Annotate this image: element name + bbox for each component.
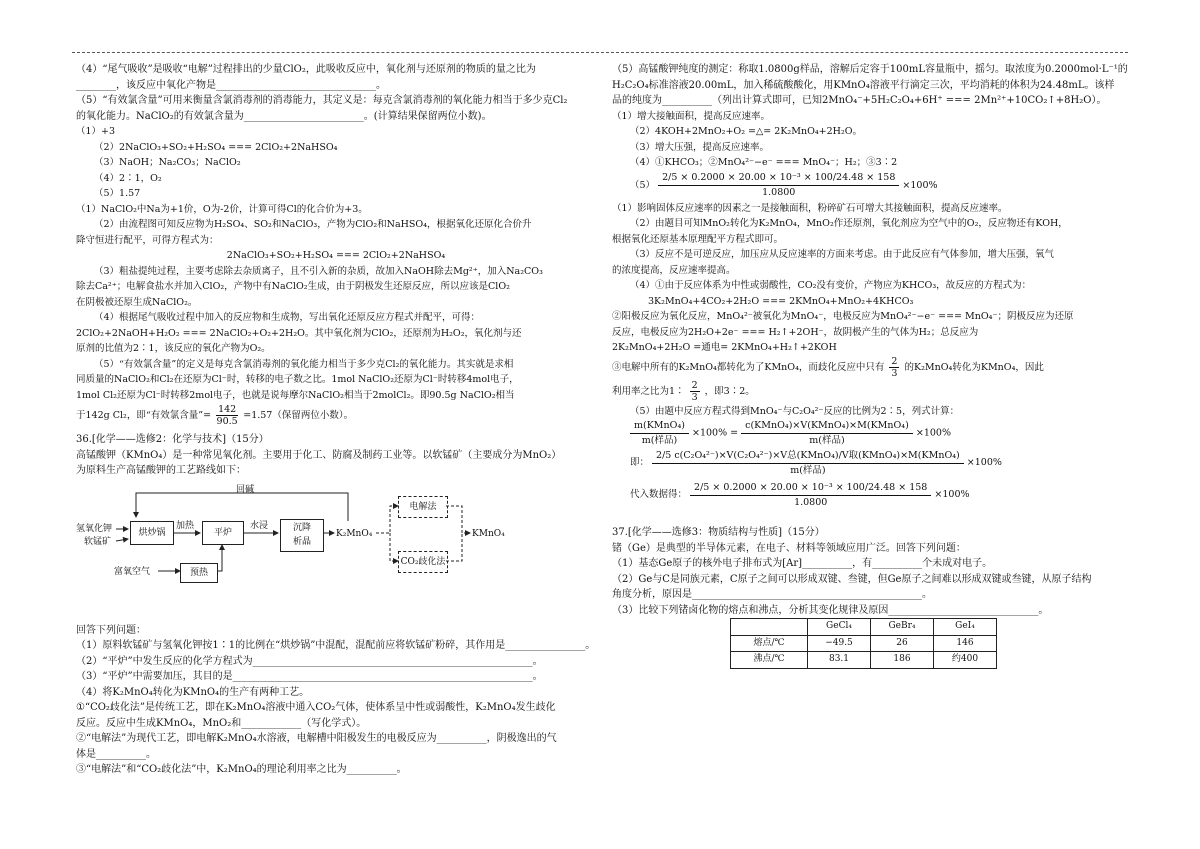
purity-fraction-3 — [652, 449, 964, 477]
explanation-2-line1: （2）由流程图可知反应物为H₂SO₄、SO₂和NaClO₃，产物为ClO₂和NaHSO₄，根据氧化还原化合价升 — [94, 219, 532, 230]
heat-label: 加热 — [176, 520, 195, 531]
purity-fraction-1 — [630, 419, 689, 447]
input-koh-label: 氢氧化钾 — [76, 523, 113, 534]
purity-numerator-4: 2/5 × 0.2000 × 20.00 × 10⁻³ × 100/24.48 × 158 — [690, 481, 931, 496]
water-leach-label: 水浸 — [250, 520, 269, 531]
question-36-3: （3）“平炉”中需要加压，其目的是____________________________________________________________。 — [76, 671, 543, 682]
table-cell: −49.5 — [808, 635, 871, 652]
questions-intro: 回答下列问题： — [76, 624, 146, 636]
explanation-5-line2: 同质量的NaClO₂和Cl₂在还原为Cl⁻时，转移的电子数之比。1mol NaClO₂还原为Cl⁻时转移4mol电子， — [76, 374, 519, 385]
question-5-line1: （5）“有效氯含量”可用来衡量含氯消毒剂的消毒能力，其定义是：每克含氯消毒剂的氧化能力相当于多少克Cl₂ — [76, 95, 568, 106]
question-37-title: 37.[化学——选修3：物质结构与性质]（15分） — [612, 527, 825, 538]
answer-3: （3）NaOH；Na₂CO₃；NaClO₂ — [94, 157, 241, 168]
explanation-3-line1: （3）粗盐提纯过程，主要考虑除去杂质离子，且不引入新的杂质，故加入NaOH除去Mg²⁺，加入Na₂CO₃ — [94, 265, 543, 277]
purity-formula-2 — [612, 447, 1132, 479]
table-cell: 约400 — [934, 652, 997, 669]
input-ore-label: 软锰矿 — [84, 536, 112, 547]
explanation-4-line3: 原剂的比值为2∶1，该反应的氧化产物为O₂。 — [76, 343, 271, 354]
explanation-4-line2: 2ClO₂+2NaOH+H₂O₂ === 2NaClO₂+O₂+2H₂O。其中氧化剂为ClO₂，还原剂为H₂O₂，氧化剂与还 — [76, 327, 522, 339]
explain-36-2-line1: （2）由题目可知MnO₂转化为K₂MnO₄，MnO₂作还原剂，氧化剂应为空气中的O₂，反应物还有KOH， — [630, 218, 1068, 229]
germanium-halide-table — [730, 618, 997, 669]
explain-36-4-line1: （4）①由于反应体系为中性或弱酸性，CO₂没有变价，产物应为KHCO₃，故反应的方程式为： — [630, 280, 1032, 291]
purity-denominator-4: 1.0800 — [794, 496, 828, 508]
answer-1: （1）+3 — [76, 126, 116, 137]
table-cell: 熔点/℃ — [731, 635, 808, 652]
explain-36-4-line6 — [612, 356, 1132, 380]
co2-disproportionation-box: CO₂歧化法 — [398, 551, 448, 573]
explanation-1: （1）NaClO₂中Na为+1价，O为-2价，计算可得Cl的化合价为+3。 — [76, 203, 368, 215]
utilization-ratio-text: 利用率之比为1∶ — [612, 385, 685, 397]
kmno4-label: KMnO₄ — [472, 528, 505, 539]
explanation-5-line1: （5）“有效氯含量”的定义是每克含氯消毒剂的氧化能力相当于多少克Cl₂的氧化能力。其实就是求相 — [94, 358, 514, 370]
question-4-line1: （4）“尾气吸收”是吸收“电解”过程排出的少量ClO₂，此吸收反应中，氧化剂与还原剂的物质的量之比为 — [76, 64, 536, 75]
explanation-5-line4 — [76, 403, 596, 429]
purity-formula-2-prefix: 即： — [630, 457, 650, 468]
question-36-title: 36.[化学——选修2：化学与技术]（15分） — [76, 434, 269, 445]
left-column — [76, 62, 596, 778]
table-header-cell — [731, 619, 808, 636]
explain-36-4-line3: ②阳极反应为氧化反应，MnO₄²⁻被氧化为MnO₄⁻，电极反应为MnO₄²⁻−e⁻ === MnO₄⁻；阴极反应为还原 — [612, 311, 1074, 322]
electrolysis-box: 电解法 — [398, 496, 448, 518]
explain-36-4-line7 — [612, 380, 1132, 404]
question-36-intro-2: 为原料生产高锰酸钾的工艺路线如下： — [76, 465, 246, 476]
explain-36-1: （1）影响固体反应速率的因素之一是接触面积，粉碎矿石可增大其接触面积，提高反应速率。 — [612, 202, 1008, 214]
purity-suffix-1: ×100% — [915, 427, 951, 439]
question-36-4a-line1: ①“CO₂歧化法”是传统工艺，即在K₂MnO₄溶液中通入CO₂气体，使体系呈中性或弱酸性，K₂MnO₄发生歧化 — [76, 702, 556, 713]
purity-numerator-3: 2/5 c(C₂O₄²⁻)×V(C₂O₄²⁻)×V总(KMnO₄)/V取(KMnO₄)×M(KMnO₄) — [652, 449, 964, 464]
settle-label: 沉降 — [292, 522, 311, 533]
question-37-intro: 锗（Ge）是典型的半导体元素，在电子、材料等领域应用广泛。回答下列问题： — [612, 542, 966, 554]
purity-formula-1 — [612, 419, 1132, 447]
effective-chlorine-fraction — [216, 404, 238, 427]
purity-formula-3-prefix: 代入数据得： — [630, 489, 688, 500]
answer-36-5 — [612, 171, 1132, 201]
purity-formula-3 — [612, 479, 1132, 511]
fraction-denominator: 90.5 — [216, 416, 238, 427]
answer-36-5-prefix: （5） — [630, 179, 656, 191]
answer-36-5-numerator: 2/5 × 0.2000 × 20.00 × 10⁻³ × 100/24.48 × 158 — [658, 171, 899, 186]
purity-denominator-2: m(样品) — [809, 435, 845, 446]
question-36-2: （2）“平炉”中发生反应的化学方程式为________________________________________________________。 — [76, 655, 543, 667]
table-header-cell: GeI₄ — [934, 619, 997, 636]
utilization-ratio-result: ，即3∶2。 — [704, 385, 755, 397]
answer-2: （2）2NaClO₃+SO₂+H₂SO₄ === 2ClO₂+2NaHSO₄ — [94, 141, 338, 153]
question-36-4b-line1: ②“电解法”为现代工艺，即电解K₂MnO₄水溶液，电解槽中阳极发生的电极反应为__________，阴极逸出的气 — [76, 733, 557, 744]
explanation-3-line3: 在阴极被还原生成NaClO₂。 — [76, 296, 198, 308]
oxygen-air-label: 富氧空气 — [114, 566, 151, 577]
right-column — [612, 62, 1132, 669]
answer-4: （4）2∶1，O₂ — [94, 172, 162, 184]
return-alkali-label: 回碱 — [236, 484, 255, 495]
table-cell: 26 — [871, 635, 934, 652]
purity-denominator-3: m(样品) — [790, 464, 826, 476]
answer-5: （5）1.57 — [94, 188, 141, 199]
question-36-5-line1: （5）高锰酸钾纯度的测定：称取1.0800g样品，溶解后定容于100mL容量瓶中，摇匀。取浓度为0.2000mol·L⁻¹的 — [612, 64, 1128, 75]
explain-36-4-equation2: 2K₂MnO₄+2H₂O =通电= 2KMnO₄+H₂↑+2KOH — [612, 342, 837, 353]
explain-36-2-line2: 根据氧化还原基本原理配平方程式即可。 — [612, 233, 784, 245]
purity-numerator-1: m(KMnO₄) — [630, 419, 689, 434]
explain-36-4-text-a: ③电解中所有的K₂MnO₄都转化为了KMnO₄，而歧化反应中只有 — [612, 361, 885, 373]
settle-crystallize-box — [280, 519, 324, 552]
question-37-1: （1）基态Ge原子的核外电子排布式为[Ar]__________，有__________个未成对电子。 — [612, 558, 993, 569]
purity-suffix-3: ×100% — [934, 489, 970, 500]
question-36-intro-1: 高锰酸钾（KMnO₄）是一种常见氧化剂。主要用于化工、防腐及制药工业等。以软锰矿（主要成分为MnO₂） — [76, 449, 562, 461]
answer-36-5-denominator: 1.0800 — [762, 187, 796, 198]
table-header-cell: GeBr₄ — [871, 619, 934, 636]
explanation-5-text: 于142g Cl₂，即“有效氯含量”= — [76, 410, 212, 421]
purity-denominator-1: m(样品) — [641, 435, 678, 446]
answer-36-1: （1）增大接触面积，提高反应速率。 — [612, 110, 771, 122]
table-cell: 沸点/℃ — [731, 652, 808, 669]
purity-suffix-2: ×100% — [966, 457, 1002, 468]
table-cell: 186 — [871, 652, 934, 669]
roaster-box: 烘炒锅 — [130, 521, 174, 545]
purity-numerator-2: c(KMnO₄)×V(KMnO₄)×M(KMnO₄) — [741, 419, 913, 434]
explain-36-3-line2: 的浓度提高，反应速率提高。 — [612, 264, 736, 276]
answer-36-3: （3）增大压强，提高反应速率。 — [630, 141, 770, 153]
fraction-denominator: 3 — [891, 367, 898, 379]
fraction-numerator: 2 — [691, 379, 698, 391]
k2mno4-label: K₂MnO₄ — [336, 528, 373, 539]
purity-fraction-2 — [741, 419, 913, 447]
question-36-4c: ③“电解法”和“CO₂歧化法”中，K₂MnO₄的理论利用率之比为__________。 — [76, 764, 407, 775]
explain-36-3-line1: （3）反应不是可逆反应，加压应从反应速率的方面来考虑。由于此反应有气体参加，增大压强，氧气 — [630, 249, 1055, 260]
table-cell: 146 — [934, 635, 997, 652]
table-header-cell: GeCl₄ — [808, 619, 871, 636]
question-36-4: （4）将K₂MnO₄转化为KMnO₄的生产有两种工艺。 — [76, 686, 310, 698]
crystallize-label: 析晶 — [292, 536, 311, 547]
process-flow-diagram — [76, 481, 596, 621]
question-36-5-line2: H₂C₂O₄标准溶液20.00mL，加入稀硫酸酸化，用KMnO₄溶液平行滴定三次，平均消耗的体积为24.48mL。该样 — [612, 79, 1115, 91]
explain-36-4-line4: 反应，电极反应为2H₂O+2e⁻ === H₂↑+2OH⁻，故阴极产生的气体为H₂；总反应为 — [612, 326, 979, 338]
fraction-denominator: 3 — [691, 391, 698, 403]
table-cell: 83.1 — [808, 652, 871, 669]
question-36-5-line3: 品的纯度为__________（列出计算式即可，已知2MnO₄⁻+5H₂C₂O₄+6H⁺ === 2Mn²⁺+10CO₂↑+8H₂O）。 — [612, 95, 1107, 106]
flow-arrows — [76, 481, 596, 621]
explanation-5-line3: 1mol Cl₂还原为Cl⁻时转移2mol电子，也就是说每摩尔NaClO₂相当于2molCl₂。即90.5g NaClO₂相当 — [76, 389, 515, 401]
explanation-2-equation: 2NaClO₃+SO₂+H₂SO₄ === 2ClO₂+2NaHSO₄ — [226, 250, 446, 261]
explanation-5-result: =1.57（保留两位小数）。 — [243, 410, 354, 421]
explanation-2-line2: 降守恒进行配平，可得方程式为： — [76, 234, 219, 246]
two-thirds-fraction — [889, 356, 899, 379]
question-37-3: （3）比较下列锗卤化物的熔点和沸点，分析其变化规律及原因______________________________。 — [612, 604, 1049, 616]
question-36-4b-line2: 体是__________。 — [76, 748, 156, 760]
answer-36-4: （4）①KHCO₃；②MnO₄²⁻−e⁻ === MnO₄⁻；H₂；③3∶2 — [630, 157, 898, 168]
explanation-3-line2: 除去Ca²⁺；电解食盐水并加入ClO₂，产物中有NaClO₂生成，由于阴极发生还原反应，所以应该是ClO₂ — [76, 281, 510, 292]
preheat-box: 预热 — [180, 563, 218, 583]
fraction-numerator: 2 — [891, 355, 898, 367]
answer-36-5-fraction — [658, 171, 899, 199]
question-37-2-line2: 角度分析，原因是______________________________________________。 — [612, 589, 932, 600]
question-4-line2: ________，该反应中氧化产物是________________________________。 — [76, 79, 386, 91]
table-row — [731, 635, 997, 652]
table-row — [731, 652, 997, 669]
question-36-4a-line2: 反应。反应中生成KMnO₄，MnO₂和____________（写化学式）。 — [76, 717, 367, 729]
explanation-4-line1: （4）根据尾气吸收过程中加入的反应物和生成物，写出氧化还原反应方程式并配平，可得： — [94, 312, 481, 323]
answer-36-2: （2）4KOH+2MnO₂+O₂ =△= 2K₂MnO₄+2H₂O。 — [630, 126, 863, 137]
utilization-fraction — [690, 380, 700, 403]
purity-fraction-4 — [690, 481, 931, 509]
question-36-1: （1）原料软锰矿与氢氧化钾按1∶1的比例在“烘炒锅”中混配，混配前应将软锰矿粉碎，其作用是________________。 — [76, 640, 596, 651]
question-37-2-line1: （2）Ge与C是同族元素，C原子之间可以形成双键、叁键，但Ge原子之间难以形成双键或叁键，从原子结构 — [612, 573, 1092, 585]
furnace-box: 平炉 — [202, 521, 244, 545]
explain-36-4-equation1: 3K₂MnO₄+4CO₂+2H₂O === 2KMnO₄+MnO₂+4KHCO₃ — [648, 295, 914, 307]
purity-equals: ×100% = — [692, 427, 739, 439]
explain-36-4-text-b: 的K₂MnO₄转化为KMnO₄，因此 — [904, 361, 1044, 373]
top-dashed-rule — [72, 52, 1128, 53]
fraction-numerator: 142 — [218, 404, 237, 415]
explain-36-5-line1: （5）由题中反应方程式得到MnO₄⁻与C₂O₄²⁻反应的比例为2∶5，列式计算： — [630, 405, 960, 417]
table-header-row — [731, 619, 997, 636]
answer-36-5-suffix: ×100% — [902, 179, 938, 191]
question-5-line2: 的氧化能力。NaClO₂的有效氯含量为________________________。(计算结果保留两位小数)。 — [76, 110, 492, 122]
